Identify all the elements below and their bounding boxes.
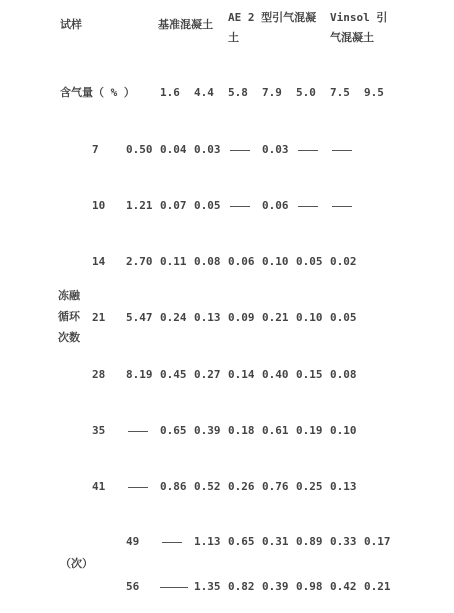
side-label-line1: 冻融 — [58, 289, 80, 302]
cycle-count-cell: 56 — [126, 580, 140, 593]
mass-loss-value: 0.08 — [330, 368, 357, 381]
mass-loss-value: 0.25 — [296, 480, 323, 493]
cycle-count-cell: 28 — [92, 368, 106, 381]
mass-loss-value: 0.05 — [194, 199, 221, 212]
mass-loss-value: 0.31 — [262, 535, 289, 548]
mass-loss-value: 0.33 — [330, 535, 357, 548]
header-vinsol-concrete-line2: 气混凝土 — [330, 31, 374, 44]
cycle-count-cell: 21 — [92, 311, 106, 324]
empty-value-dash — [162, 542, 182, 543]
mass-loss-value: 1.13 — [194, 535, 221, 548]
mass-loss-value: 0.07 — [160, 199, 187, 212]
cycle-count-cell: 10 — [92, 199, 106, 212]
cycle-count-cell: 14 — [92, 255, 106, 268]
mass-loss-value: 0.86 — [160, 480, 187, 493]
mass-loss-value: 0.24 — [160, 311, 187, 324]
mass-loss-value: 0.11 — [160, 255, 187, 268]
air-content-value: 4.4 — [194, 86, 214, 99]
mass-loss-value: 0.13 — [194, 311, 221, 324]
air-content-value: 1.6 — [160, 86, 180, 99]
air-content-value: 7.9 — [262, 86, 282, 99]
mass-loss-value: 0.61 — [262, 424, 289, 437]
cycle-count-cell: 41 — [92, 480, 106, 493]
side-label-unit: （次） — [60, 557, 93, 570]
mass-loss-value: 0.06 — [228, 255, 255, 268]
mass-loss-value: 0.17 — [364, 535, 391, 548]
air-content-value: 5.0 — [296, 86, 316, 99]
mass-loss-value: 0.82 — [228, 580, 255, 593]
mass-loss-value: 0.76 — [262, 480, 289, 493]
empty-value-dash — [128, 487, 148, 488]
empty-value-dash — [332, 150, 352, 151]
mass-loss-value: 0.21 — [364, 580, 391, 593]
mass-loss-value: 0.15 — [296, 368, 323, 381]
air-content-value: 7.5 — [330, 86, 350, 99]
mass-loss-value: 5.47 — [126, 311, 153, 324]
cycle-count-cell: 49 — [126, 535, 140, 548]
mass-loss-value: 0.14 — [228, 368, 255, 381]
mass-loss-value: 0.42 — [330, 580, 357, 593]
mass-loss-value: 0.21 — [262, 311, 289, 324]
mass-loss-value: 0.08 — [194, 255, 221, 268]
empty-value-dash — [230, 206, 250, 207]
mass-loss-value: 0.03 — [194, 143, 221, 156]
mass-loss-value: 0.19 — [296, 424, 323, 437]
mass-loss-value: 1.35 — [194, 580, 221, 593]
empty-value-dash — [160, 587, 188, 588]
air-content-value: 9.5 — [364, 86, 384, 99]
mass-loss-value: 0.03 — [262, 143, 289, 156]
mass-loss-value: 8.19 — [126, 368, 153, 381]
mass-loss-value: 0.10 — [330, 424, 357, 437]
mass-loss-value: 0.09 — [228, 311, 255, 324]
mass-loss-value: 0.05 — [330, 311, 357, 324]
header-vinsol-concrete: Vinsol 引 — [330, 11, 388, 24]
mass-loss-value: 0.04 — [160, 143, 187, 156]
empty-value-dash — [298, 206, 318, 207]
mass-loss-value: 0.52 — [194, 480, 221, 493]
air-content-label: 含气量（ % ） — [60, 86, 135, 99]
mass-loss-value: 0.26 — [228, 480, 255, 493]
mass-loss-value: 0.27 — [194, 368, 221, 381]
mass-loss-value: 0.50 — [126, 143, 153, 156]
mass-loss-value: 0.10 — [262, 255, 289, 268]
empty-value-dash — [230, 150, 250, 151]
mass-loss-value: 1.21 — [126, 199, 153, 212]
header-ae2-concrete-line2: 土 — [228, 31, 239, 44]
mass-loss-value: 0.06 — [262, 199, 289, 212]
mass-loss-value: 0.40 — [262, 368, 289, 381]
side-label-line3: 次数 — [58, 331, 80, 344]
mass-loss-value: 0.39 — [262, 580, 289, 593]
mass-loss-value: 0.02 — [330, 255, 357, 268]
mass-loss-value: 0.65 — [160, 424, 187, 437]
air-content-value: 5.8 — [228, 86, 248, 99]
side-label-line2: 循环 — [58, 310, 80, 323]
empty-value-dash — [298, 150, 318, 151]
mass-loss-value: 0.89 — [296, 535, 323, 548]
cycle-count-cell: 35 — [92, 424, 106, 437]
mass-loss-value: 0.98 — [296, 580, 323, 593]
mass-loss-value: 0.65 — [228, 535, 255, 548]
mass-loss-value: 0.39 — [194, 424, 221, 437]
header-sample: 试样 — [60, 18, 82, 31]
cycle-count-cell: 7 — [92, 143, 99, 156]
mass-loss-value: 2.70 — [126, 255, 153, 268]
mass-loss-value: 0.13 — [330, 480, 357, 493]
mass-loss-value: 0.45 — [160, 368, 187, 381]
empty-value-dash — [128, 431, 148, 432]
mass-loss-value: 0.10 — [296, 311, 323, 324]
header-ae2-concrete: AE 2 型引气混凝 — [228, 11, 317, 24]
mass-loss-value: 0.05 — [296, 255, 323, 268]
header-base-concrete: 基准混凝土 — [158, 18, 213, 31]
empty-value-dash — [332, 206, 352, 207]
mass-loss-value: 0.18 — [228, 424, 255, 437]
